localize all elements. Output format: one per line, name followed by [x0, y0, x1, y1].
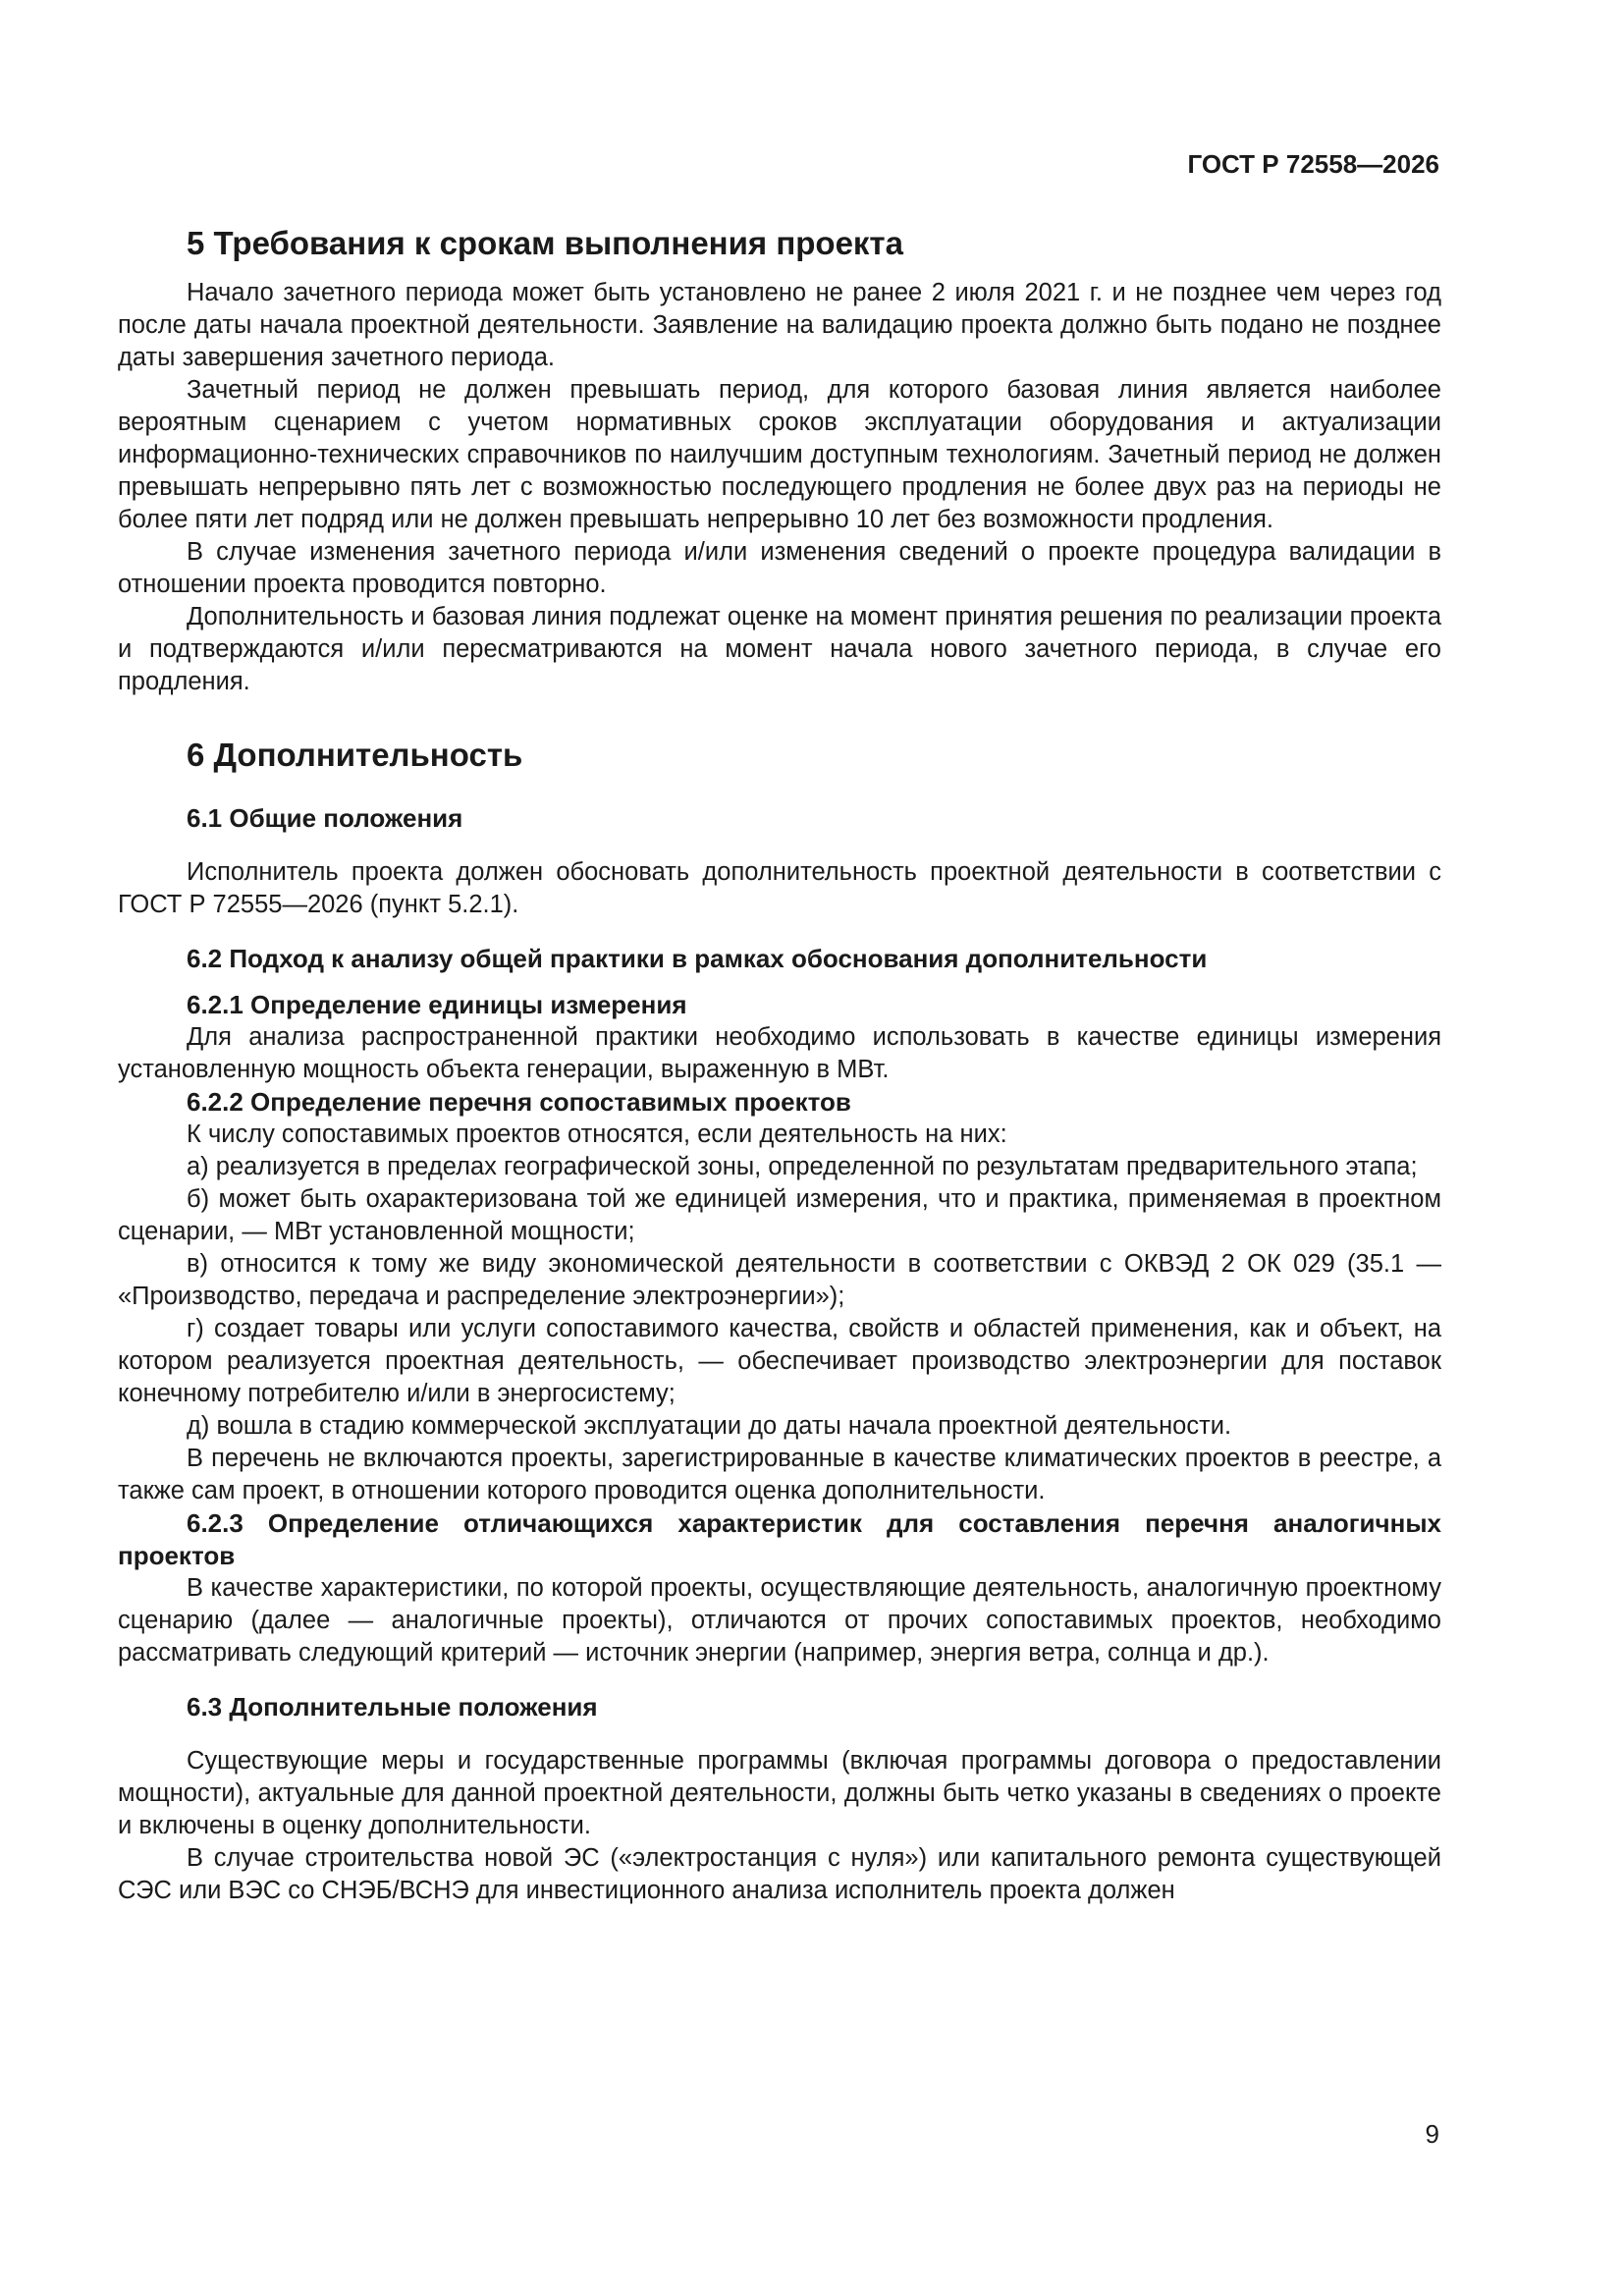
section-6-3-paragraph-1: Существующие меры и государственные программы (включая программы договора о предоставлении мощности), актуальные для данной проектной деятельности, должны быть четко указаны в сведениях о проекте и включены в оценку дополнительности. — [118, 1747, 1441, 1839]
document-code: ГОСТ Р 72558—2026 — [1187, 149, 1439, 179]
section-6-2-2-paragraph-2: В перечень не включаются проекты, зарегистрированные в качестве климатических проектов в реестре, а также сам проект, в отношении которого проводится оценка дополнительности. — [118, 1445, 1441, 1504]
list-item-b: б) может быть охарактеризована той же единицей измерения, что и практика, применяемая в проектном сценарии, — МВт установленной мощности; — [118, 1185, 1441, 1245]
section-6-2-3-heading: 6.2.3 Определение отличающихся характеристик для составления перечня аналогичных проектов — [118, 1508, 1441, 1570]
section-6-1-paragraph-1: Исполнитель проекта должен обосновать дополнительность проектной деятельности в соответствии с ГОСТ Р 72555—2026 (пункт 5.2.1). — [118, 858, 1441, 918]
list-item-d: д) вошла в стадию коммерческой эксплуатации до даты начала проектной деятельности. — [187, 1412, 1232, 1440]
section-6-3-paragraph-2: В случае строительства новой ЭС («электростанция с нуля») или капитального ремонта существующей СЭС или ВЭС со СНЭБ/ВСНЭ для инвестиционного анализа исполнитель проекта должен — [118, 1844, 1441, 1904]
section-5-paragraph-3: В случае изменения зачетного периода и/или изменения сведений о проекте процедура валидации в отношении проекта проводится повторно. — [118, 538, 1441, 598]
section-5-heading: 5 Требования к срокам выполнения проекта — [187, 225, 903, 261]
list-item-g: г) создает товары или услуги сопоставимого качества, свойств и областей применения, как и объект, на котором реализуется проектная деятельность, — обеспечивает производство электроэнергии для поставок конечному потребителю и/или в энергосистему; — [118, 1315, 1441, 1407]
section-6-1-heading: 6.1 Общие положения — [187, 803, 463, 833]
section-5-paragraph-1: Начало зачетного периода может быть установлено не ранее 2 июля 2021 г. и не позднее чем через год после даты начала проектной деятельности. Заявление на валидацию проекта должно быть подано не позднее даты завершения зачетного периода. — [118, 279, 1441, 371]
section-5-paragraph-2: Зачетный период не должен превышать период, для которого базовая линия является наиболее вероятным сценарием с учетом нормативных сроков эксплуатации оборудования и актуализации информационно-технических справочников по наилучшим доступным технологиям. Зачетный период не должен превышать непрерывно пять лет с возможностью последующего продления не более двух раз на периоды не более пяти лет подряд или не должен превышать непрерывно 10 лет без возможности продления. — [118, 376, 1441, 533]
section-6-2-heading: 6.2 Подход к анализу общей практики в рамках обоснования дополнительности — [187, 944, 1208, 973]
section-5-paragraph-4: Дополнительность и базовая линия подлежат оценке на момент принятия решения по реализации проекта и подтверждаются и/или пересматриваются на момент начала нового зачетного периода, в случае его продления. — [118, 603, 1441, 695]
section-6-2-1-paragraph-1: Для анализа распространенной практики необходимо использовать в качестве единицы измерения установленную мощность объекта генерации, выраженную в МВт. — [118, 1023, 1441, 1083]
list-item-a: а) реализуется в пределах географической зоны, определенной по результатам предварительного этапа; — [187, 1153, 1418, 1180]
page-content — [118, 224, 1441, 1907]
section-6-2-2-heading: 6.2.2 Определение перечня сопоставимых проектов — [187, 1087, 851, 1117]
section-6-2-3-paragraph-1: В качестве характеристики, по которой проекты, осуществляющие деятельность, аналогичную проектному сценарию (далее — аналогичные проекты), отличаются от прочих сопоставимых проектов, необходимо рассматривать следующий критерий — источник энергии (например, энергия ветра, солнца и др.). — [118, 1574, 1441, 1667]
section-6-2-1-heading: 6.2.1 Определение единицы измерения — [187, 990, 687, 1019]
list-item-v: в) относится к тому же виду экономической деятельности в соответствии с ОКВЭД 2 ОК 029 (35.1 — «Производство, передача и распределение электроэнергии»); — [118, 1250, 1441, 1310]
section-6-3-heading: 6.3 Дополнительные положения — [187, 1692, 598, 1722]
section-6-2-2-paragraph-1: К числу сопоставимых проектов относятся, если деятельность на них: — [187, 1121, 1007, 1148]
page-number: 9 — [1425, 2119, 1439, 2149]
section-6-heading: 6 Дополнительность — [187, 737, 523, 773]
